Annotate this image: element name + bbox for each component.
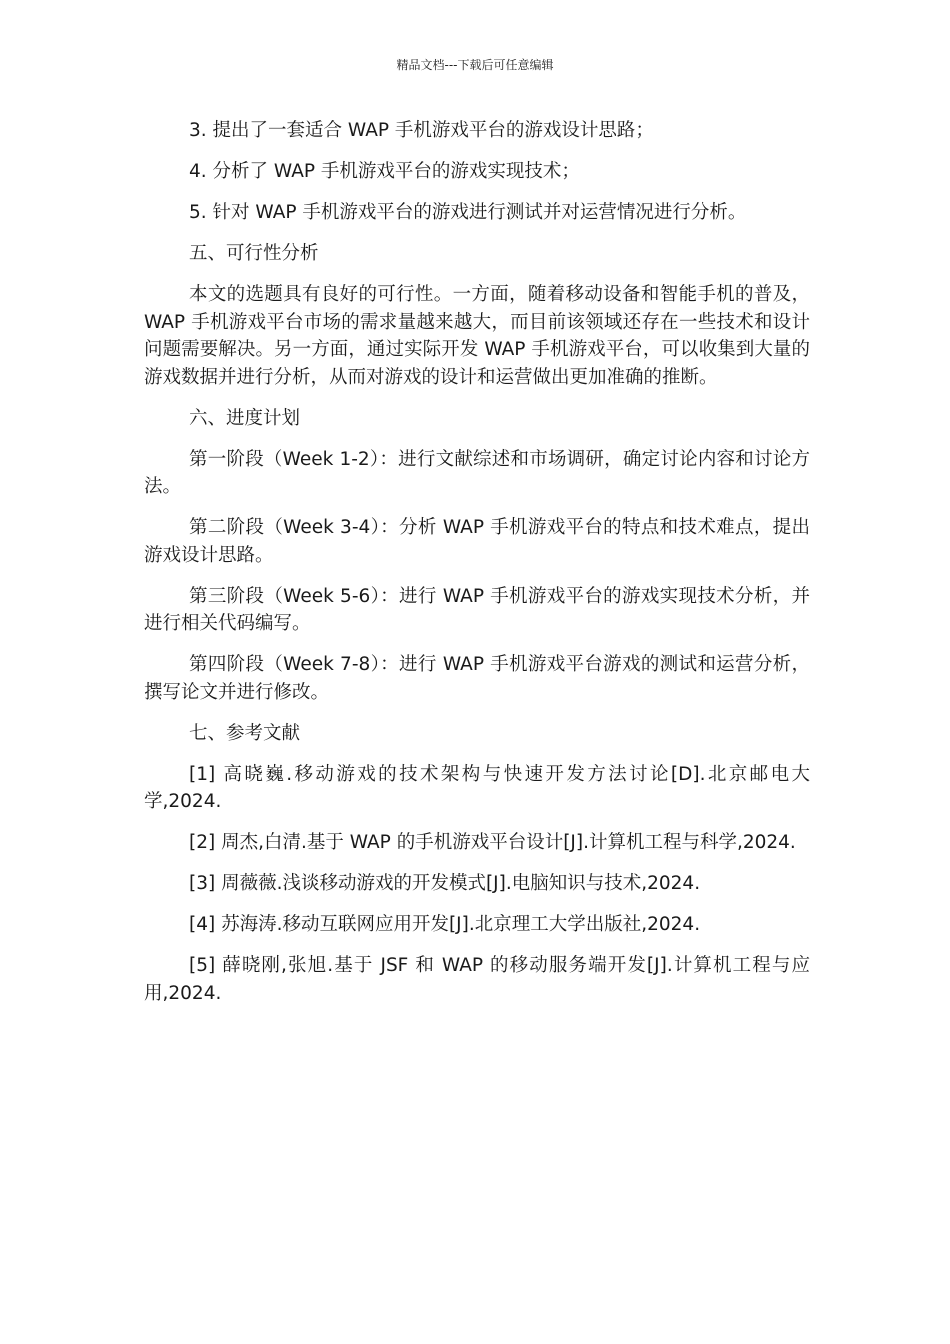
list-item-3: 3. 提出了一套适合 WAP 手机游戏平台的游戏设计思路； <box>189 120 654 141</box>
schedule-stage-4: 第四阶段（Week 7-8）：进行 WAP 手机游戏平台游戏的测试和运营分析，撰写论文并进行修改。 <box>144 654 810 703</box>
reference-item-5: [5] 薛晓刚,张旭.基于 JSF 和 WAP 的移动服务端开发[J].计算机工程与应用,2024. <box>144 955 810 1004</box>
section-heading-references: 七、参考文献 <box>189 722 301 744</box>
reference-item-4: [4] 苏海涛.移动互联网应用开发[J].北京理工大学出版社,2024. <box>189 914 701 935</box>
section-heading-schedule: 六、进度计划 <box>189 407 301 429</box>
list-item-4: 4. 分析了 WAP 手机游戏平台的游戏实现技术； <box>189 161 580 182</box>
list-item-5: 5. 针对 WAP 手机游戏平台的游戏进行测试并对运营情况进行分析。 <box>189 202 747 223</box>
reference-item-2: [2] 周杰,白清.基于 WAP 的手机游戏平台设计[J].计算机工程与科学,2024. <box>189 832 796 853</box>
schedule-stage-2: 第二阶段（Week 3-4）：分析 WAP 手机游戏平台的特点和技术难点，提出游戏设计思路。 <box>144 517 810 566</box>
feasibility-paragraph: 本文的选题具有良好的可行性。一方面，随着移动设备和智能手机的普及，WAP 手机游戏平台市场的需求量越来越大，而目前该领域还存在一些技术和设计问题需要解决。另一方面，通过实际开发 WAP 手机游戏平台，可以收集到大量的游戏数据并进行分析，从而对游戏的设计和运营做出更加准确的推断。 <box>144 284 810 388</box>
schedule-stage-3: 第三阶段（Week 5-6）：进行 WAP 手机游戏平台的游戏实现技术分析，并进行相关代码编写。 <box>144 585 810 634</box>
reference-item-3: [3] 周薇薇.浅谈移动游戏的开发模式[J].电脑知识与技术,2024. <box>189 873 701 894</box>
document-body <box>144 117 810 1021</box>
schedule-stage-1: 第一阶段（Week 1-2）：进行文献综述和市场调研，确定讨论内容和讨论方法。 <box>144 448 810 497</box>
page-header: 精品文档---下载后可任意编辑 <box>396 58 554 72</box>
reference-item-1: [1] 高晓巍.移动游戏的技术架构与快速开发方法讨论[D].北京邮电大学,2024. <box>144 763 810 812</box>
section-heading-feasibility: 五、可行性分析 <box>189 243 319 264</box>
